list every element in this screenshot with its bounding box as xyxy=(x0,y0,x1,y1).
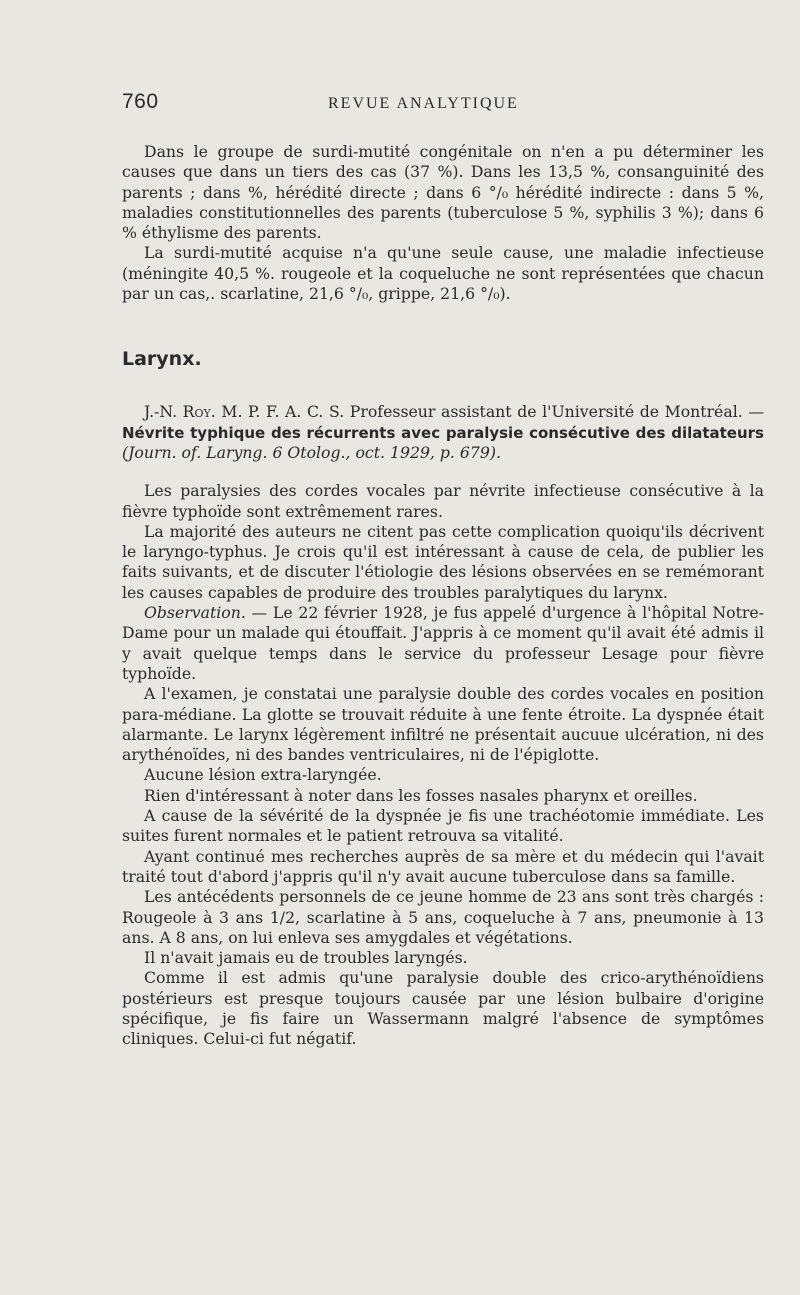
body-paragraph: Les paralysies des cordes vocales par névrite infectieuse consécutive à la fièvre typhoïde sont extrêmement rares. xyxy=(122,481,764,521)
body-paragraph: Rien d'intéressant à noter dans les fosses nasales pharynx et oreilles. xyxy=(144,785,698,805)
page-number: 760 xyxy=(122,90,159,113)
reference-journal: (Journ. of. Laryng. 6 Otolog., oct. 1929, p. 679). xyxy=(122,442,501,462)
intro-paragraph-2: La surdi-mutité acquise n'a qu'une seule cause, une maladie infectieuse (méningite 40,5 %. rougeole et la coqueluche ne sont représentées que chacun par un cas,. scarlatine, 21,6 °/₀, grippe, 21,6 °/₀). xyxy=(122,243,764,304)
body-paragraph: Il n'avait jamais eu de troubles laryngés. xyxy=(144,948,468,968)
observation-paragraph xyxy=(122,603,764,684)
reference-entry xyxy=(122,402,764,463)
section-heading: Larynx. xyxy=(122,348,202,371)
reference-author: J.-N. Roy. xyxy=(144,402,216,422)
body-paragraph: Comme il est admis qu'une paralysie double des crico-arythénoïdiens postérieurs est presque toujours causée par une lésion bulbaire d'origine spécifique, je fis faire un Wassermann malgré l'absence de symptômes cliniques. Celui-ci fut négatif. xyxy=(122,968,764,1049)
page-header xyxy=(122,90,764,114)
observation-label: Observation. xyxy=(144,603,246,623)
body-paragraph: A cause de la sévérité de la dyspnée je fis une trachéotomie immédiate. Les suites furent normales et le patient retrouva sa vitalité. xyxy=(122,806,764,846)
article-body xyxy=(122,481,764,1049)
reference-title: Névrite typhique des récurrents avec paralysie consécutive des dilatateurs xyxy=(122,423,764,442)
body-paragraph: Ayant continué mes recherches auprès de sa mère et du médecin qui l'avait traité tout d'abord j'appris qu'il n'y avait aucune tuberculose dans sa famille. xyxy=(122,846,764,886)
body-paragraph: Aucune lésion extra-laryngée. xyxy=(144,765,382,785)
body-paragraph: A l'examen, je constatai une paralysie double des cordes vocales en position para-médiane. La glotte se trouvait réduite à une fente étroite. La dyspnée était alarmante. Le larynx légèrement infiltré ne présentait aucuue ulcération, ni des arythénoïdes, ni des bandes ventriculaires, ni de l'épiglotte. xyxy=(122,684,764,765)
intro-text xyxy=(122,142,764,304)
intro-paragraph-1: Dans le groupe de surdi-mutité congénitale on n'en a pu déterminer les causes que dans un tiers des cas (37 %). Dans les 13,5 %, consanguinité des parents ; dans %, hérédité directe ; dans 6 °/₀ hérédité indirecte : dans 5 %, maladies constitutionnelles des parents (tuberculose 5 %, syphilis 3 %); dans 6 % éthylisme des parents. xyxy=(122,142,764,243)
running-head: REVUE ANALYTIQUE xyxy=(328,95,519,112)
reference-affiliation: M. P. F. A. C. S. Professeur assistant de l'Université de Montréal. — xyxy=(221,402,765,422)
observation-text: — Le 22 février 1928, je fus appelé d'urgence à l'hôpital Notre-Dame pour un malade qui étouffait. J'appris à ce moment qu'il avait été admis il y avait quelque temps dans le service du professeur Lesage pour fièvre typhoïde. xyxy=(122,603,764,683)
body-paragraph: Les antécédents personnels de ce jeune homme de 23 ans sont très chargés : Rougeole à 3 ans 1/2, scarlatine à 5 ans, coqueluche à 7 ans, pneumonie à 13 ans. A 8 ans, on lui enleva ses amygdales et végétations. xyxy=(122,887,764,947)
body-paragraph: La majorité des auteurs ne citent pas cette complication quoiqu'ils décrivent le laryngo-typhus. Je crois qu'il est intéressant à cause de cela, de publier les faits suivants, et de discuter l'étiologie des lésions observées en se remémorant les causes capables de produire des troubles paralytiques du larynx. xyxy=(122,521,764,602)
